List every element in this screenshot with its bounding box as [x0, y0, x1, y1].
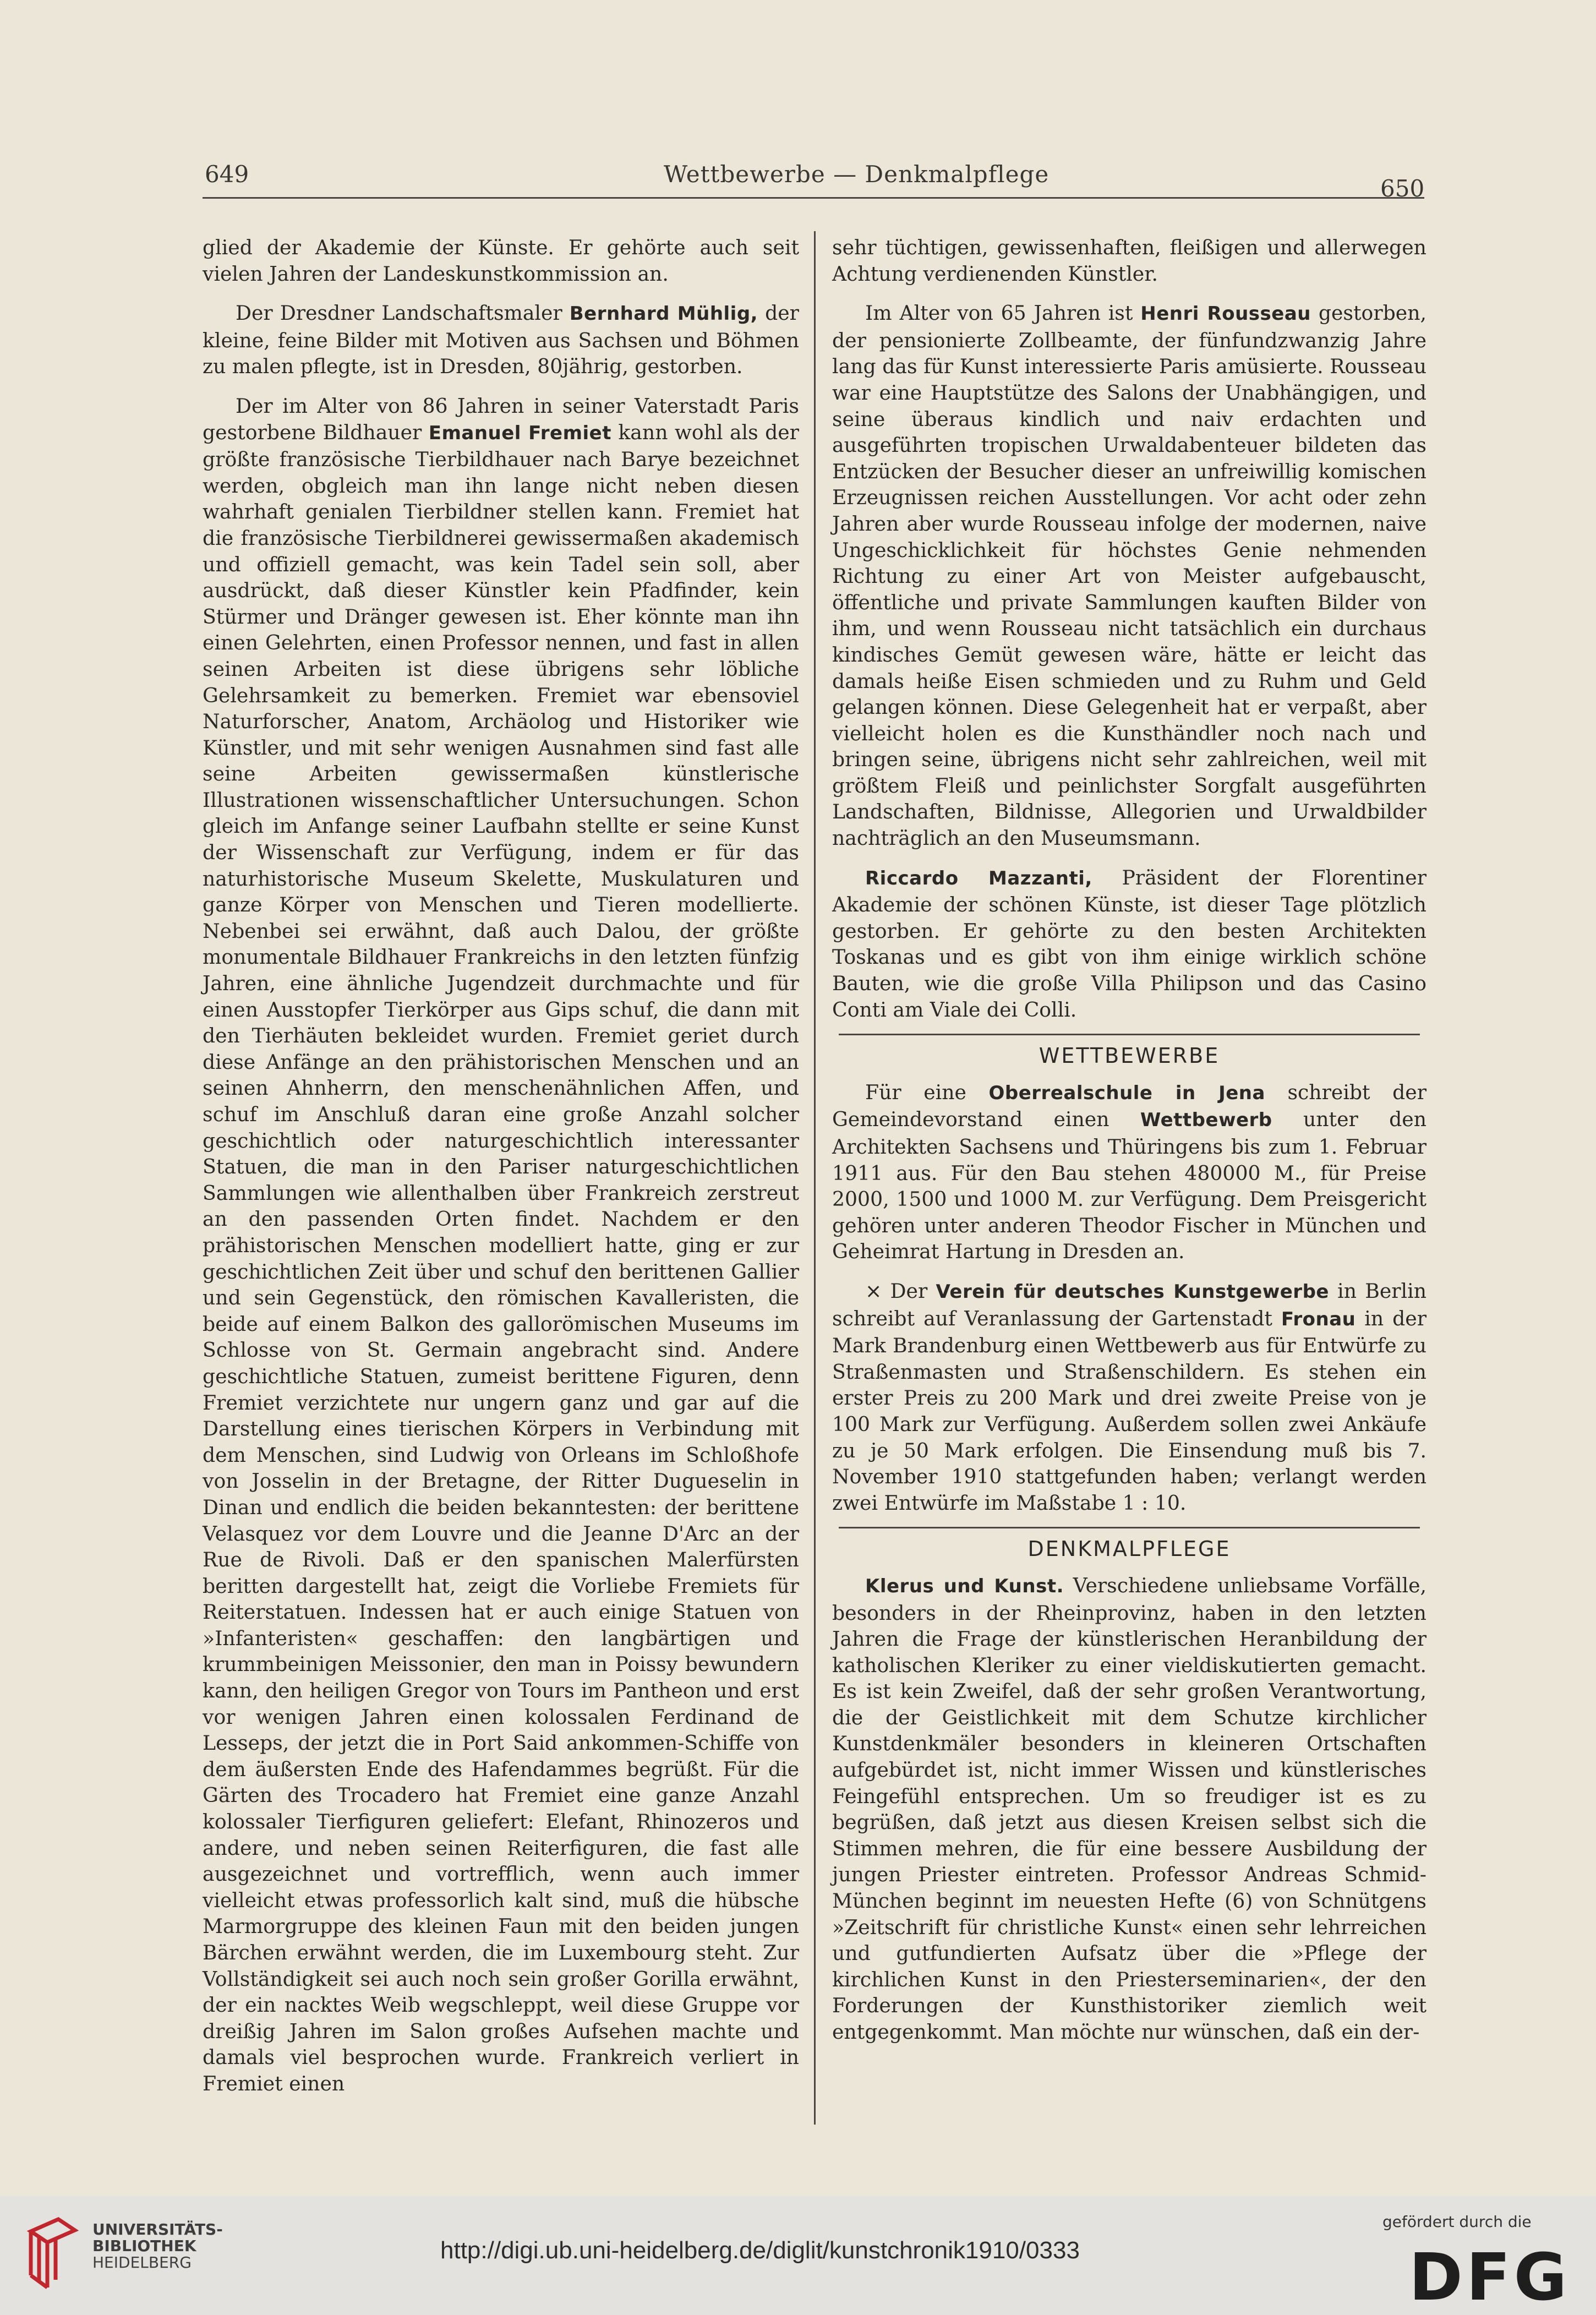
paragraph — [832, 865, 1426, 1023]
paragraph-text: glied der Akademie der Künste. Er gehörte auch seit vielen Jahren der Landeskunstkommission an. — [203, 236, 799, 286]
right-column — [832, 234, 1426, 2045]
paragraph — [832, 300, 1426, 851]
person-name: Riccardo Mazzanti, — [865, 867, 1092, 889]
paragraph-text: in Berlin schreibt auf Veranlassung der Gartenstadt — [832, 1279, 1427, 1330]
paragraph-text: Verschiedene unliebsame Vorfälle, besonders in der Rheinprovinz, haben in den letzten Jahren die Frage der künstlerischen Heranbildung der katholischen Kleriker zu einer vieldiskutierten gemacht. Es ist kein Zweifel, daß der sehr großen Verantwortung, die der Geistlichkeit mit dem Schutze kirchlicher Kunstdenkmäler besonders in kleineren Ortschaften aufgebürdet ist, nicht immer Wissen und künstlerisches Feingefühl entsprechen. Um so freudiger ist es zu begrüßen, daß jetzt aus diesen Kreisen selbst sich die Stimmen mehren, die für eine bessere Ausbildung der jungen Priester eintreten. Professor Andreas Schmid-München beginnt im neuesten Hefte (6) von Schnütgens »Zeitschrift für christliche Kunst« einen sehr lehrreichen und gutfundierten Aufsatz über die »Pflege der kirchlichen Kunst in den Priesterseminarien«, der den Forderungen der Kunsthistoriker ziemlich weit entgegenkommt. Man möchte nur wünschen, daß ein der- — [832, 1573, 1426, 2044]
section-title-denkmalpflege: DENKMALPFLEGE — [1027, 1537, 1231, 1561]
paragraph-text: gestorben, der pensionierte Zollbeamte, der fünfundzwanzig Jahre lang das für Kunst interessierte Paris amüsierte. Rousseau war eine Hauptstütze des Salons der Unabhängigen, und seine überaus kindlich und naiv erdachten und ausgeführten tropischen Urwaldabenteuer bildeten das Entzücken der Besucher dieser an unfreiwillig komischen Erzeugnissen reichen Ausstellungen. Vor acht oder zehn Jahren aber wurde Rousseau infolge der modernen, naive Ungeschicklichkeit für höchstes Genie nehmenden Richtung zu einer Art von Meister aufgebauscht, öffentliche und private Sammlungen kauften Bilder von ihm, und wenn Rousseau nicht tatsächlich ein durchaus kindisches Gemüt gewesen wäre, hätte er leicht das damals heiße Eisen schmieden und zu Ruhm und Geld gelangen können. Diese Gelegenheit hat er verpaßt, aber vielleicht holen es die Kunsthändler noch nach und bringen seine, übrigens nicht sehr zahlreichen, weil mit größtem Fleiß und peinlichster Sorgfalt ausgeführten Landschaften, Bildnisse, Allegorien und Urwaldbilder nachträglich an den Museumsmann. — [832, 301, 1427, 850]
person-name: Bernhard Mühlig, — [569, 303, 758, 325]
paragraph — [203, 300, 799, 380]
left-column — [203, 234, 799, 2097]
section-title-wettbewerbe: WETTBEWERBE — [1039, 1044, 1220, 1068]
section-rule — [839, 1527, 1420, 1528]
emphasis: Klerus und Kunst. — [865, 1575, 1064, 1597]
paragraph — [832, 234, 1426, 287]
paragraph-text: in der Mark Brandenburg einen Wettbewerb aus für Entwürfe zu Straßenmasten und Straßenschildern. Es stehen ein erster Preis zu 200 Mark und drei zweite Preise von je 100 Mark zur Verfügung. Außerdem sollen zwei Ankäufe zu je 50 Mark erfolgen. Die Einsendung muß bis 7. November 1910 stattgefunden haben; verlangt werden zwei Entwürfe im Maßstabe 1 : 10. — [832, 1306, 1426, 1515]
section-rule — [839, 1034, 1420, 1035]
page-number-left: 649 — [205, 161, 249, 188]
emphasis: Wettbewerb — [1140, 1109, 1272, 1132]
library-line: HEIDELBERG — [92, 2253, 192, 2272]
paragraph — [832, 1079, 1426, 1265]
paragraph — [832, 1573, 1426, 2045]
emphasis: Oberrealschule in Jena — [988, 1082, 1265, 1104]
person-name: Emanuel Fremiet — [428, 422, 611, 444]
library-line: BIBLIOTHEK — [92, 2237, 196, 2255]
dfg-logo-icon: DFG — [1409, 2239, 1571, 2315]
paragraph-text: Der — [882, 1279, 936, 1303]
paragraph-text: kann wohl als der größte französische Tierbildhauer nach Barye bezeichnet werden, obgleich man ihn lange nicht neben diesen wahrhaft genialen Tierbildner stellen kann. Fremiet hat die französische Tierbildnerei gewissermaßen akademisch und offiziell gemacht, was kein Tadel sein soll, aber ausdrückt, daß dieser Künstler kein Pfadfinder, kein Stürmer und Dränger gewesen ist. Eher könnte man ihn einen Gelehrten, einen Professor nennen, und fast in allen seinen Arbeiten ist diese übrigens sehr löbliche Gelehrsamkeit zu bemerken. Fremiet war ebensoviel Naturforscher, Anatom, Archäolog und Historiker wie Künstler, und mit sehr wenigen Ausnahmen sind fast alle seine Arbeiten gewissermaßen künstlerische Illustrationen wissenschaftlicher Untersuchungen. Schon gleich im Anfange seiner Laufbahn stellte er seine Kunst der Wissenschaft zur Verfügung, indem er für das naturhistorische Museum Skelette, Muskulaturen und ganze Körper von Menschen und Tieren modellierte. Nebenbei sei erwähnt, daß auch Dalou, der größte monumentale Bildhauer Frankreichs in den letzten fünfzig Jahren, eine ähnliche Jugendzeit durchmachte und für einen Ausstopfer Tierkörper aus Gips schuf, die dann mit den Tierhäuten bekleidet wurden. Fremiet geriet durch diese Anfänge an den prähistorischen Menschen und an seinen Ahnherrn, den menschenähnlichen Affen, und schuf im Anschluß daran eine große Anzahl solcher geschichtlich oder naturgeschichtlich interessanter Statuen, die man in den Pariser naturgeschichtlichen Sammlungen wie allenthalben über Frankreich zerstreut an den passenden Orten findet. Nachdem er den prähistorischen Menschen modelliert hatte, ging er zur geschichtlichen Zeit über und schuf den berittenen Gallier und sein Gegenstück, den römischen Kavalleristen, die beide auf einem Balkon des gallorömischen Museums im Schlosse von St. Germain angebracht sind. Andere geschichtliche Statuen, zumeist berittene Figuren, denn Fremiet verzichtete nur ungern ganz und gar auf die Darstellung eines tierischen Körpers in Verbindung mit dem Menschen, sind Ludwig von Orleans im Schloßhofe von Josselin in der Bretagne, der Ritter Dugueselin in Dinan und endlich die beiden bekanntesten: der berittene Velasquez vor dem Louvre und die Jeanne D'Arc an der Rue de Rivoli. Daß er den spanischen Malerfürsten beritten dargestellt hat, zeigt die Vorliebe Fremiets für Reiterstatuen. Indessen hat er auch einige Statuen von »Infanteristen« geschaffen: den langbärtigen und krummbeinigen Meissonier, den man in Poissy bewundern kann, den heiligen Gregor von Tours im Pantheon und erst vor wenigen Jahren einen kolossalen Ferdinand de Lesseps, der jetzt die in Port Said ankommen-Schiffe von dem äußersten Ende des Hafendammes begrüßt. Für die Gärten des Trocadero hat Fremiet eine ganze Anzahl kolossaler Tierfiguren geliefert: Elefant, Rhinozeros und andere, und neben seinen Reiterfiguren, die fast alle ausgezeichnet und vortrefflich, wenn auch immer vielleicht etwas professorlich kalt sind, muß die hübsche Marmorgruppe des kleinen Faun mit den beiden jungen Bärchen erwähnt werden, die im Luxembourg steht. Zur Vollständigkeit sei auch noch sein großer Gorilla erwähnt, der ein nacktes Weib wegschleppt, weil diese Gruppe vor dreißig Jahren im Salon großes Aufsehen machte und damals viel besprochen wurde. Frankreich verliert in Fremiet einen — [203, 420, 799, 2095]
cross-mark-icon: × — [865, 1279, 882, 1303]
page-number-right: 650 — [1380, 175, 1425, 202]
funding-caption: gefördert durch die — [1382, 2213, 1532, 2231]
paragraph-text: unter den Architekten Sachsens und Thüringens bis zum 1. Februar 1911 aus. Für den Bau stehen 480000 M., für Preise 2000, 1500 und 1000 M. zur Verfügung. Dem Preisgericht gehören unter anderen Theodor Fischer in München und Geheimrat Hartung in Dresden an. — [832, 1107, 1426, 1264]
paragraph-text: sehr tüchtigen, gewissenhaften, fleißigen und allerwegen Achtung verdienenden Künstler. — [832, 236, 1426, 286]
paragraph — [203, 393, 799, 2097]
paragraph — [203, 234, 799, 287]
university-library-name — [92, 2221, 223, 2271]
paragraph-text: Der Dresdner Landschaftsmaler — [236, 301, 570, 325]
emphasis: Verein für deutsches Kunstgewerbe — [936, 1280, 1329, 1303]
source-url-link[interactable]: http://digi.ub.uni-heidelberg.de/diglit/kunstchronik1910/0333 — [440, 2237, 1080, 2264]
university-library-logo-icon — [20, 2215, 80, 2292]
emphasis: Fronau — [1281, 1308, 1356, 1330]
person-name: Henri Rousseau — [1140, 303, 1311, 325]
header-rule — [203, 197, 1424, 199]
paragraph-text: der kleine, feine Bilder mit Motiven aus Sachsen und Böhmen zu malen pflegte, ist in Dresden, 80jährig, gestorben. — [203, 301, 799, 379]
footer-bar — [0, 2196, 1596, 2315]
library-line: UNIVERSITÄTS- — [92, 2220, 223, 2238]
column-divider — [814, 231, 816, 2125]
paragraph-text: Im Alter von 65 Jahren ist — [865, 301, 1141, 325]
paragraph-text: Für eine — [865, 1080, 989, 1104]
paragraph-text: Präsident der Florentiner Akademie der schönen Künste, ist dieser Tage plötzlich gestorben. Er gehörte zu den besten Architekten Toskanas und es gibt von ihm einige wirklich schöne Bauten, wie die große Villa Philipson und das Casino Conti am Viale dei Colli. — [832, 865, 1427, 1022]
paragraph — [832, 1278, 1426, 1516]
paragraph-text: Der im Alter von 86 Jahren in seiner Vaterstadt Paris gestorbene Bildhauer — [203, 394, 799, 444]
paragraph-text: schreibt der Gemeindevorstand einen — [832, 1080, 1427, 1132]
running-title: Wettbewerbe — Denkmalpflege — [664, 161, 1050, 188]
